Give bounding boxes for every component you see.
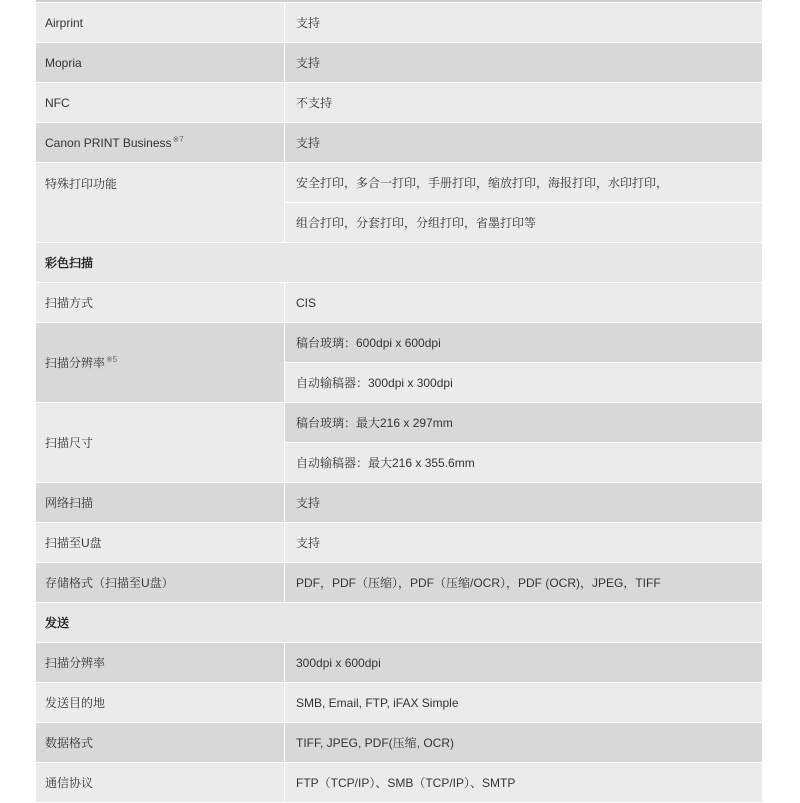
row-value-line2: 自动输稿器：最大216 x 355.6mm	[285, 443, 763, 483]
row-label: 存储格式（扫描至U盘）	[36, 563, 285, 603]
section-header-send	[36, 603, 762, 643]
row-label: 扫描分辨率	[36, 643, 285, 683]
table-row-scan-method	[36, 283, 762, 323]
row-value-line1: 稿台玻璃：最大216 x 297mm	[285, 403, 763, 443]
row-value: SMB, Email, FTP, iFAX Simple	[285, 683, 763, 723]
row-label: Mopria	[36, 43, 285, 83]
table-row-nfc	[36, 83, 762, 123]
row-label: 发送目的地	[36, 683, 285, 723]
row-value: 300dpi x 600dpi	[285, 643, 763, 683]
row-label: 网络扫描	[36, 483, 285, 523]
row-label-text: 扫描分辨率	[45, 356, 106, 370]
row-value: 支持	[285, 123, 763, 163]
table-row-special-print	[36, 163, 762, 203]
row-label: 扫描方式	[36, 283, 285, 323]
row-label-text: Canon PRINT Business	[45, 136, 172, 150]
table-row-network-scan	[36, 483, 762, 523]
row-value: CIS	[285, 283, 763, 323]
row-label	[36, 323, 285, 403]
row-value-line1: 安全打印，多合一打印，手册打印，缩放打印，海报打印，水印打印，	[285, 163, 763, 203]
row-value: 支持	[285, 483, 763, 523]
table-row-send-destination	[36, 683, 762, 723]
row-label: 特殊打印功能	[36, 163, 285, 243]
table-row-data-format	[36, 723, 762, 763]
row-value: 支持	[285, 43, 763, 83]
row-label: 数据格式	[36, 723, 285, 763]
row-label: 扫描尺寸	[36, 403, 285, 483]
table-row-scan-resolution	[36, 323, 762, 363]
row-value: PDF，PDF（压缩），PDF（压缩/OCR），PDF (OCR)，JPEG，TIFF	[285, 563, 763, 603]
section-header-color-scan	[36, 243, 762, 283]
table-row-send-resolution	[36, 643, 762, 683]
row-value: 支持	[285, 523, 763, 563]
row-label: NFC	[36, 83, 285, 123]
row-label	[36, 123, 285, 163]
row-value: 不支持	[285, 83, 763, 123]
row-value-line1: 稿台玻璃：600dpi x 600dpi	[285, 323, 763, 363]
row-value-line2: 自动输稿器：300dpi x 300dpi	[285, 363, 763, 403]
table-row-scan-to-usb	[36, 523, 762, 563]
table-row-mopria	[36, 43, 762, 83]
spec-table	[36, 2, 762, 803]
footnote-marker: ※7	[172, 135, 184, 144]
section-title: 发送	[36, 603, 762, 643]
row-label: 通信协议	[36, 763, 285, 803]
table-row-storage-format	[36, 563, 762, 603]
footnote-marker: ※5	[106, 355, 118, 364]
table-row-scan-size	[36, 403, 762, 443]
table-row-canon-print	[36, 123, 762, 163]
row-value: 支持	[285, 3, 763, 43]
row-value: FTP（TCP/IP）、SMB（TCP/IP）、SMTP	[285, 763, 763, 803]
row-value-line2: 组合打印，分套打印，分组打印，省墨打印等	[285, 203, 763, 243]
section-title: 彩色扫描	[36, 243, 762, 283]
row-label: 扫描至U盘	[36, 523, 285, 563]
table-row-protocol	[36, 763, 762, 803]
table-row-airprint	[36, 3, 762, 43]
row-value: TIFF, JPEG, PDF(压缩, OCR)	[285, 723, 763, 763]
row-label: Airprint	[36, 3, 285, 43]
